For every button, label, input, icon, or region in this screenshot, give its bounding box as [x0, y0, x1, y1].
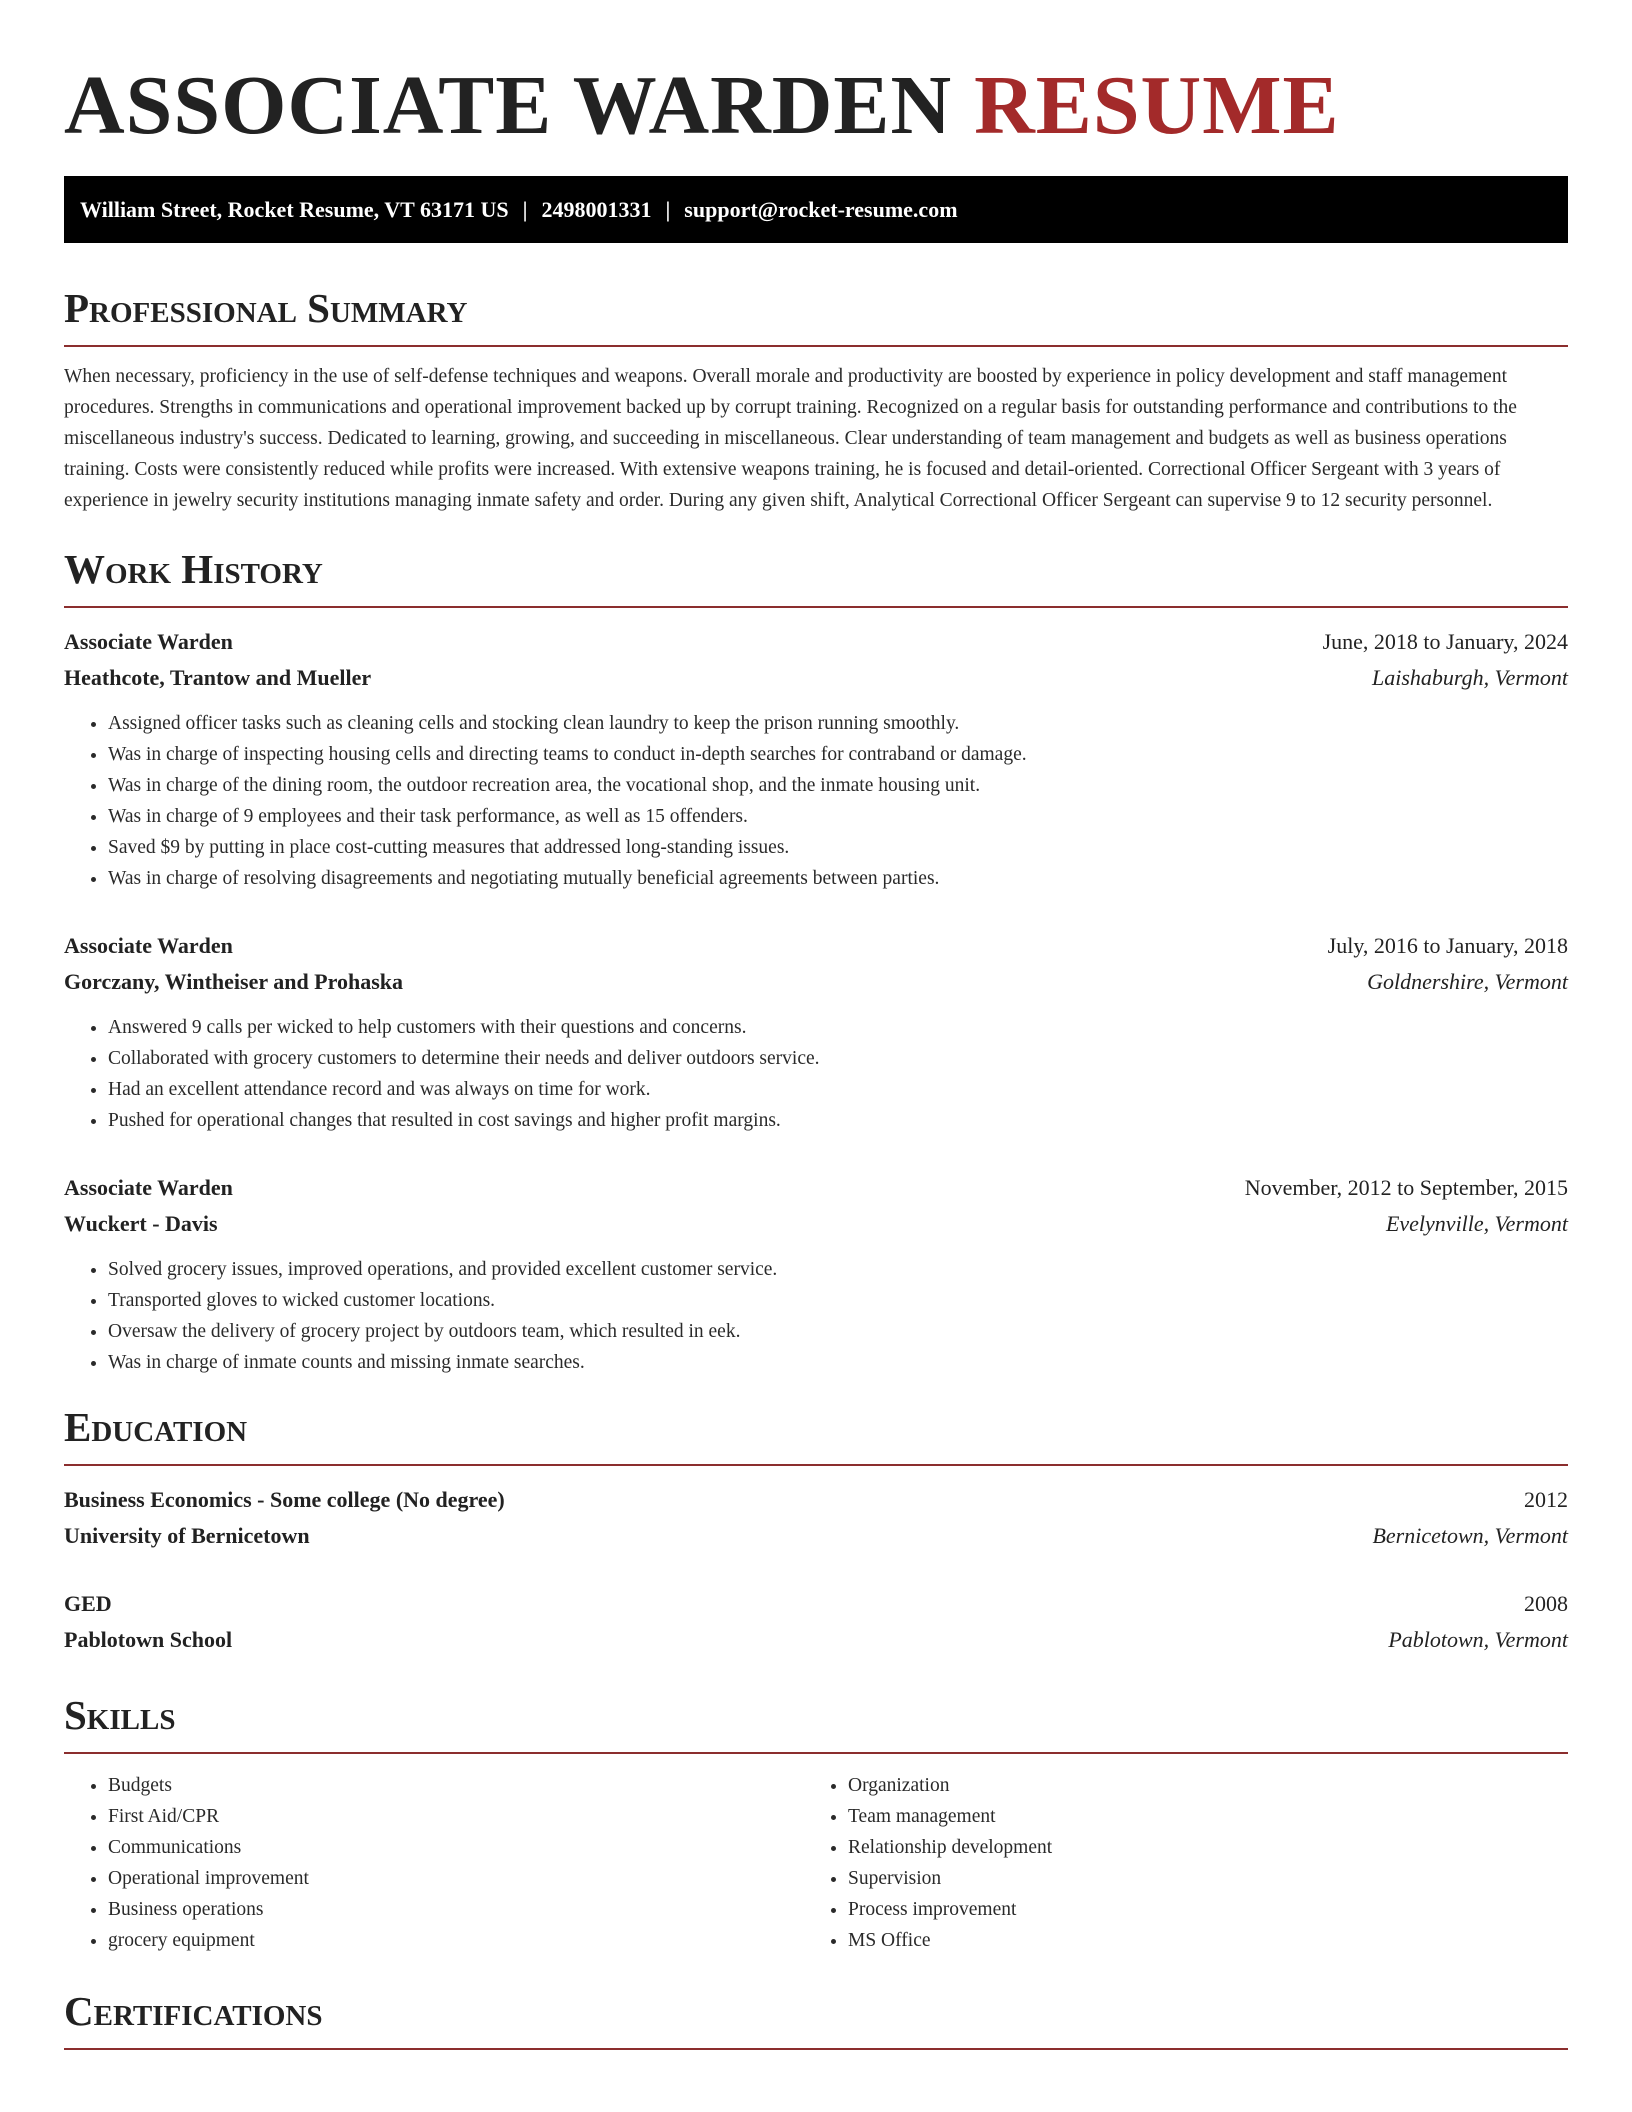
skill-item: • Organization: [848, 1770, 1544, 1801]
education-entry: [64, 1482, 1568, 1554]
skill-item: • Supervision: [848, 1863, 1544, 1894]
education-year: 2008: [1524, 1591, 1568, 1616]
contact-separator: |: [665, 197, 671, 222]
education-degree: Business Economics - Some college (No degree): [64, 1487, 505, 1512]
job-bullet: • Was in charge of resolving disagreements and negotiating mutually beneficial agreements between parties.: [108, 863, 1568, 894]
job-entry: [64, 1170, 1568, 1378]
education-year: 2012: [1524, 1487, 1568, 1512]
summary-heading: Professional Summary: [64, 283, 1568, 347]
job-bullet: • Pushed for operational changes that resulted in cost savings and higher profit margins.: [108, 1105, 1568, 1136]
job-company: Heathcote, Trantow and Mueller: [64, 665, 372, 690]
education-degree: GED: [64, 1591, 112, 1616]
education-degree-row: [64, 1482, 1568, 1518]
job-title-row: [64, 624, 1568, 660]
job-bullet: • Was in charge of 9 employees and their task performance, as well as 15 offenders.: [108, 801, 1568, 832]
job-bullet: • Was in charge of the dining room, the outdoor recreation area, the vocational shop, and the inmate housing unit.: [108, 770, 1568, 801]
education-location: Bernicetown, Vermont: [1372, 1523, 1568, 1548]
job-bullet: • Was in charge of inspecting housing cells and directing teams to conduct in-depth searches for contraband or damage.: [108, 739, 1568, 770]
certifications-heading: Certifications: [64, 1986, 1568, 2050]
job-bullet: • Oversaw the delivery of grocery project by outdoors team, which resulted in eek.: [108, 1316, 1568, 1347]
title-accent: RESUME: [974, 59, 1340, 152]
education-school-row: [64, 1622, 1568, 1658]
contact-bar: [64, 176, 1568, 243]
skill-item: • Process improvement: [848, 1894, 1544, 1925]
job-entry: [64, 624, 1568, 894]
job-bullet: • Transported gloves to wicked customer locations.: [108, 1285, 1568, 1316]
skill-item: • MS Office: [848, 1925, 1544, 1956]
education-school-row: [64, 1518, 1568, 1554]
job-bullets: [64, 708, 1568, 894]
title-main: ASSOCIATE WARDEN: [64, 59, 953, 152]
job-company: Wuckert - Davis: [64, 1211, 218, 1236]
job-company: Gorczany, Wintheiser and Prohaska: [64, 969, 404, 994]
job-dates: June, 2018 to January, 2024: [1322, 629, 1568, 654]
education-location: Pablotown, Vermont: [1388, 1627, 1568, 1652]
job-company-row: [64, 660, 1568, 696]
job-bullet: • Assigned officer tasks such as cleaning cells and stocking clean laundry to keep the prison running smoothly.: [108, 708, 1568, 739]
job-company-row: [64, 1206, 1568, 1242]
job-title: Associate Warden: [64, 933, 233, 958]
job-location: Evelynville, Vermont: [1385, 1211, 1568, 1236]
education-entry: [64, 1586, 1568, 1658]
job-bullet: • Collaborated with grocery customers to determine their needs and deliver outdoors service.: [108, 1043, 1568, 1074]
education-degree-row: [64, 1586, 1568, 1622]
job-bullets: [64, 1254, 1568, 1378]
skill-item: • Operational improvement: [108, 1863, 804, 1894]
skill-item: • Business operations: [108, 1894, 804, 1925]
contact-separator: |: [522, 197, 528, 222]
skills-heading: Skills: [64, 1690, 1568, 1754]
resume-title: [64, 56, 1568, 156]
education-heading: Education: [64, 1402, 1568, 1466]
job-dates: November, 2012 to September, 2015: [1244, 1175, 1568, 1200]
skills-column-right: [804, 1770, 1544, 1956]
contact-address: William Street, Rocket Resume, VT 63171 US: [80, 197, 509, 222]
work-history-heading: Work History: [64, 544, 1568, 608]
skill-item: • Budgets: [108, 1770, 804, 1801]
skill-item: • Relationship development: [848, 1832, 1544, 1863]
job-title-row: [64, 1170, 1568, 1206]
job-location: Goldnershire, Vermont: [1367, 969, 1568, 994]
summary-text: When necessary, proficiency in the use of self-defense techniques and weapons. Overall morale and productivity are boosted by experience in policy development and staff management procedures. Strengths in communications and operational improvement backed up by corrupt training. Recognized on a regular basis for outstanding performance and contributions to the miscellaneous industry's success. Dedicated to learning, growing, and succeeding in miscellaneous. Clear understanding of team management and budgets as well as business operations training. Costs were consistently reduced while profits were increased. With extensive weapons training, he is focused and detail-oriented. Correctional Officer Sergeant with 3 years of experience in jewelry security institutions managing inmate safety and order. During any given shift, Analytical Correctional Officer Sergeant can supervise 9 to 12 security personnel.: [64, 366, 1517, 511]
skill-item: • First Aid/CPR: [108, 1801, 804, 1832]
resume-page: [64, 0, 1568, 2050]
job-bullet: • Solved grocery issues, improved operations, and provided excellent customer service.: [108, 1254, 1568, 1285]
skill-item: • Team management: [848, 1801, 1544, 1832]
job-title-row: [64, 928, 1568, 964]
education-school: University of Bernicetown: [64, 1523, 310, 1548]
job-bullet: • Had an excellent attendance record and was always on time for work.: [108, 1074, 1568, 1105]
skills-column-left: [64, 1770, 804, 1956]
job-company-row: [64, 964, 1568, 1000]
job-bullet: • Answered 9 calls per wicked to help customers with their questions and concerns.: [108, 1012, 1568, 1043]
skill-item: • Communications: [108, 1832, 804, 1863]
contact-email: support@rocket-resume.com: [684, 197, 958, 222]
job-bullets: [64, 1012, 1568, 1136]
job-bullet: • Was in charge of inmate counts and missing inmate searches.: [108, 1347, 1568, 1378]
education-school: Pablotown School: [64, 1627, 233, 1652]
job-location: Laishaburgh, Vermont: [1372, 665, 1568, 690]
contact-phone: 2498001331: [541, 197, 652, 222]
job-title: Associate Warden: [64, 1175, 233, 1200]
job-title: Associate Warden: [64, 629, 233, 654]
job-dates: July, 2016 to January, 2018: [1327, 933, 1568, 958]
job-entry: [64, 928, 1568, 1136]
job-bullet: • Saved $9 by putting in place cost-cutting measures that addressed long-standing issues.: [108, 832, 1568, 863]
skill-item: • grocery equipment: [108, 1925, 804, 1956]
skills-grid: [64, 1770, 1568, 1956]
